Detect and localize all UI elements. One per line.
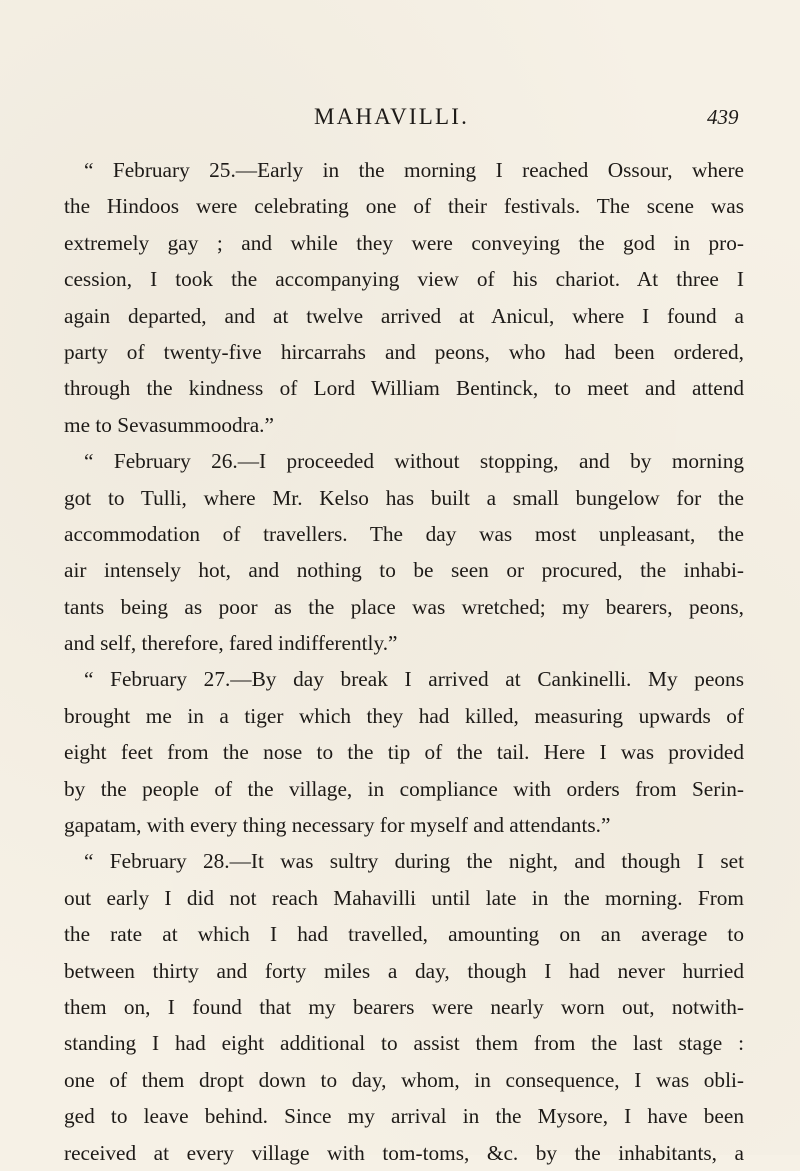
text-line: party of twenty-five hircarrahs and peons, who had been ordered,	[64, 339, 744, 364]
text-line: extremely gay ; and while they were conveying the god in pro-	[64, 230, 744, 255]
text-line: by the people of the village, in compliance with orders from Serin-	[64, 776, 744, 801]
text-line: “ February 26.—I proceeded without stopping, and by morning	[84, 449, 744, 474]
text-line: brought me in a tiger which they had killed, measuring upwards of	[64, 703, 744, 728]
text-line: them on, I found that my bearers were nearly worn out, notwith-	[64, 994, 744, 1019]
body-text	[64, 152, 744, 1171]
running-title: MAHAVILLI.	[314, 104, 470, 129]
text-line: standing I had eight additional to assist them from the last stage :	[64, 1031, 744, 1056]
text-line: accommodation of travellers. The day was most unpleasant, the	[64, 521, 744, 546]
text-line: again departed, and at twelve arrived at Anicul, where I found a	[64, 303, 744, 328]
text-line: “ February 28.—It was sultry during the night, and though I set	[84, 849, 744, 874]
text-line: the rate at which I had travelled, amounting on an average to	[64, 922, 744, 947]
text-line: air intensely hot, and nothing to be seen or procured, the inhabi-	[64, 558, 744, 583]
text-line: “ February 25.—Early in the morning I reached Ossour, where	[84, 158, 744, 182]
running-head	[0, 100, 800, 134]
text-line: eight feet from the nose to the tip of the tail. Here I was provided	[64, 740, 744, 765]
text-line: between thirty and forty miles a day, though I had never hurried	[64, 958, 744, 983]
text-line: tants being as poor as the place was wretched; my bearers, peons,	[64, 594, 744, 619]
text-line: “ February 27.—By day break I arrived at Cankinelli. My peons	[84, 667, 744, 692]
text-line: got to Tulli, where Mr. Kelso has built a small bungelow for the	[64, 485, 744, 510]
text-line: the Hindoos were celebrating one of their festivals. The scene was	[64, 194, 744, 219]
text-line: received at every village with tom-toms, &c. by the inhabitants, a	[64, 1140, 744, 1165]
text-line: one of them dropt down to day, whom, in consequence, I was obli-	[64, 1067, 744, 1092]
text-line: cession, I took the accompanying view of his chariot. At three I	[64, 267, 744, 292]
text-line: ged to leave behind. Since my arrival in the Mysore, I have been	[64, 1104, 744, 1129]
page-number: 439	[707, 105, 739, 129]
text-line: gapatam, with every thing necessary for myself and attendants.”	[64, 813, 611, 838]
text-line: and self, therefore, fared indifferently.”	[64, 631, 398, 656]
text-line: out early I did not reach Mahavilli until late in the morning. From	[64, 885, 744, 910]
text-line: me to Sevasummoodra.”	[64, 412, 274, 437]
text-line: through the kindness of Lord William Bentinck, to meet and attend	[64, 376, 744, 401]
